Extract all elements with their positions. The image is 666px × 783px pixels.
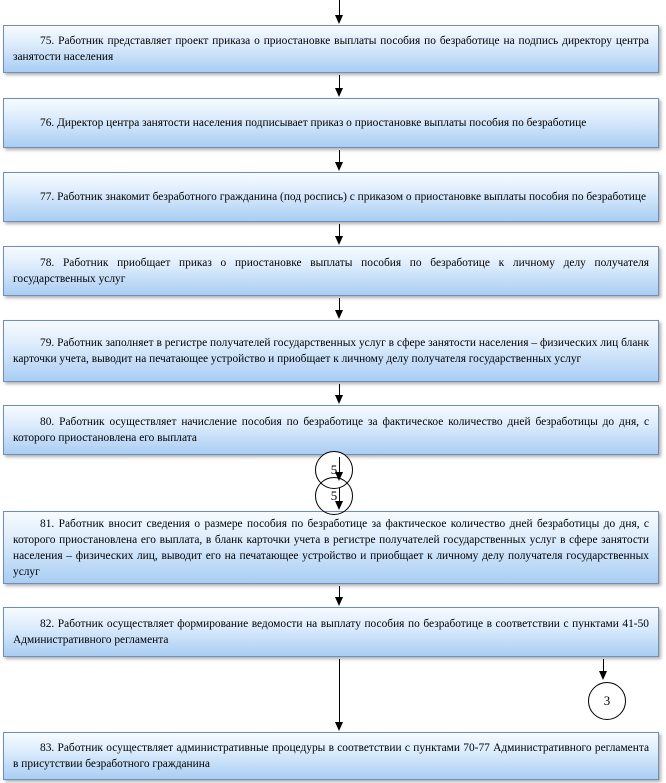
arrow-78-79-head [335,310,343,319]
step-83-box [3,732,659,780]
step-83-text: 83. Работник осуществляет административные процедуры в соответствии с пунктами 70-77 Административного регламента в присутствии безработного гражданина [13,742,649,770]
arrow-82-83-head [335,722,343,731]
arrow-in-75-line [339,0,340,16]
step-81-box [3,511,659,584]
arrow-76-77-head [335,162,343,171]
off-page-connector-in-label: 5 [330,488,338,503]
step-77-text: 77. Работник знакомит безработного гражданина (под роспись) с приказом о приостановке выплаты пособия по безработице [40,191,647,203]
connector-3 [588,682,626,720]
step-82-box [3,607,659,657]
step-76-box [3,98,659,148]
arrow-75-76-head [335,88,343,97]
arrow-77-78-head [335,236,343,245]
step-79-box [3,320,659,382]
arrow-82-83-line [339,659,340,723]
arrow-79-80-head [335,395,343,404]
connector-3-label: 3 [603,693,611,708]
step-81-text: 81. Работник вносит сведения о размере пособия по безработице за фактическое количество дней безработицы до дня, с которого приостановлена его выплата, в бланк карточки учета в регистре получателей государственных услуг в сфере занятости населения – физических лиц, выводит его на печатающее устройство и приобщает к личному делу получателя государственных услуг [13,517,649,578]
off-page-connector-out-label: 5 [330,462,338,477]
arrow-75-76-line [339,75,340,89]
step-75-box [3,25,659,73]
step-75-text: 75. Работник представляет проект приказа о приостановке выплаты пособия по безработице на подпись директору центра занятости населения [13,35,649,63]
step-78-text: 78. Работник приобщает приказ о приостановке выплаты пособия по безработице к личному делу получателя государственных услуг [13,257,649,285]
step-80-box [3,405,659,455]
step-82-text: 82. Работник осуществляет формирование ведомости на выплату пособия по безработице в соответствии с пунктами 41-50 Административного регламента [13,618,649,646]
step-76-text: 76. Директор центра занятости населения подписывает приказ о приостановке выплаты пособия по безработице [40,117,587,129]
step-80-text: 80. Работник осуществляет начисление пособия по безработице за фактическое количество дней безработицы до дня, с которого приостановлена его выплата [13,416,649,444]
step-79-text: 79. Работник заполняет в регистре получателей государственных услуг в сфере занятости населения – физических лиц бланк карточки учета, выводит на печатающее устройство и приобщает к личному делу получателя государственных услуг [13,337,649,365]
connector-in-head [335,501,343,510]
arrow-82-branch-head [599,671,607,680]
step-77-box [3,172,659,222]
connector-in-line [339,488,340,502]
arrow-81-82-head [335,597,343,606]
arrow-in-75-head [335,15,343,24]
off-page-connector-in [315,477,353,515]
step-78-box [3,246,659,296]
